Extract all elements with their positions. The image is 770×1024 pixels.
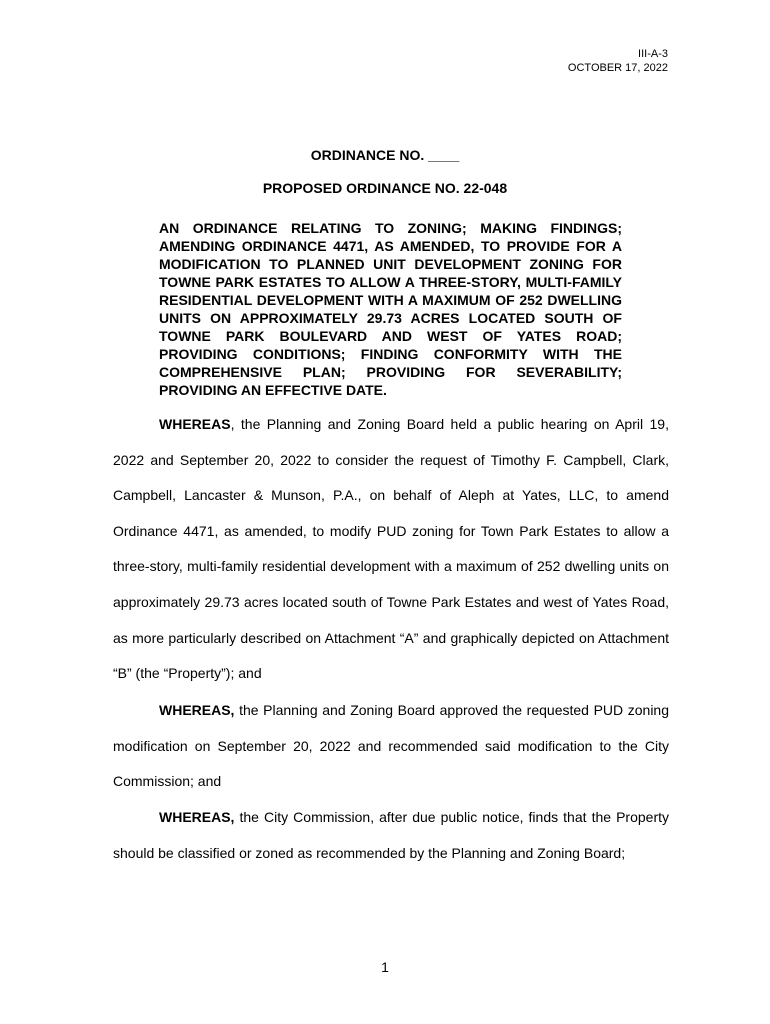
whereas-lead: WHEREAS — [159, 416, 231, 432]
header-ref: III-A-3 — [638, 48, 668, 60]
proposed-ordinance-number: PROPOSED ORDINANCE NO. 22-048 — [262, 180, 508, 196]
whereas-paragraph-2 — [113, 693, 669, 800]
ordinance-title: AN ORDINANCE RELATING TO ZONING; MAKING FINDINGS; AMENDING ORDINANCE 4471, AS AMENDED, TO PROVIDE FOR A MODIFICATION TO PLANNED UNIT DEVELOPMENT ZONING FOR TOWNE PARK ESTATES TO ALLOW A THREE-STORY, MULTI-FAMILY RESIDENTIAL DEVELOPMENT WITH A MAXIMUM OF 252 DWELLING UNITS ON APPROXIMATELY 29.73 ACRES LOCATED SOUTH OF TOWNE PARK BOULEVARD AND WEST OF YATES ROAD; PROVIDING CONDITIONS; FINDING CONFORMITY WITH THE COMPREHENSIVE PLAN; PROVIDING FOR SEVERABILITY; PROVIDING AN EFFECTIVE DATE. — [159, 220, 622, 398]
paragraph-text: the City Commission, after due public notice, finds that the Property should be classified or zoned as recommended by the Planning and Zoning Board; — [113, 809, 669, 861]
ordinance-number: ORDINANCE NO. ____ — [310, 147, 460, 163]
whereas-paragraph-3 — [113, 800, 669, 871]
whereas-paragraph-1 — [113, 407, 669, 692]
paragraph-text: the Planning and Zoning Board approved the requested PUD zoning modification on September 20, 2022 and recommended said modification to the City Commission; and — [113, 702, 669, 790]
page-number: 1 — [381, 959, 389, 975]
header-date: OCTOBER 17, 2022 — [567, 62, 668, 74]
whereas-lead: WHEREAS, — [159, 702, 235, 718]
whereas-lead: WHEREAS, — [159, 809, 235, 825]
paragraph-text: , the Planning and Zoning Board held a public hearing on April 19, 2022 and September 20, 2022 to consider the request of Timothy F. Campbell, Clark, Campbell, Lancaster & Munson, P.A., on behalf of Aleph at Yates, LLC, to amend Ordinance 4471, as amended, to modify PUD zoning for Town Park Estates to allow a three-story, multi-family residential development with a maximum of 252 dwelling units on approximately 29.73 acres located south of Towne Park Estates and west of Yates Road, as more particularly described on Attachment “A” and graphically depicted on Attachment “B” (the “Property”); and — [113, 416, 669, 682]
